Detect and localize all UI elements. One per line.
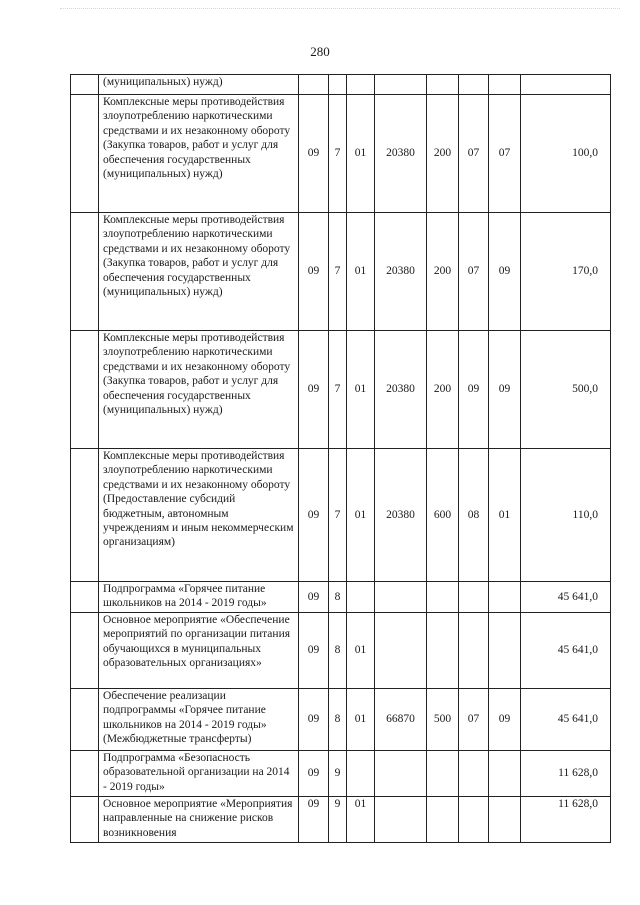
row-name: Комплексные меры противодействия злоупотреблению наркотическими средствами и их незаконному обороту (Закупка товаров, работ и услуг для обеспечения государственных (муниципальных) нужд)	[99, 331, 299, 449]
blank-cell	[71, 751, 99, 797]
code-cell	[299, 75, 329, 95]
code-cell: 01	[347, 797, 375, 843]
code-cell	[375, 582, 427, 613]
code-cell	[427, 751, 459, 797]
code-cell: 09	[299, 797, 329, 843]
code-cell: 09	[299, 449, 329, 582]
code-cell: 9	[329, 751, 347, 797]
code-cell: 200	[427, 95, 459, 213]
code-cell: 09	[299, 613, 329, 689]
blank-cell	[71, 449, 99, 582]
code-cell: 09	[489, 331, 521, 449]
table-row	[71, 75, 611, 95]
code-cell: 09	[299, 751, 329, 797]
code-cell: 09	[299, 689, 329, 751]
table-row	[71, 797, 611, 843]
code-cell	[375, 751, 427, 797]
code-cell: 7	[329, 213, 347, 331]
code-cell: 20380	[375, 449, 427, 582]
code-cell	[427, 75, 459, 95]
code-cell: 07	[489, 95, 521, 213]
amount-cell: 45 641,0	[521, 582, 611, 613]
code-cell: 8	[329, 689, 347, 751]
amount-cell	[521, 75, 611, 95]
code-cell	[347, 75, 375, 95]
table-row	[71, 613, 611, 689]
code-cell: 66870	[375, 689, 427, 751]
code-cell	[489, 751, 521, 797]
row-name: Обеспечение реализации подпрограммы «Горячее питание школьников на 2014 - 2019 годы» (Межбюджетные трансферты)	[99, 689, 299, 751]
blank-cell	[71, 331, 99, 449]
code-cell: 7	[329, 331, 347, 449]
code-cell	[489, 797, 521, 843]
table-row	[71, 689, 611, 751]
row-name: Подпрограмма «Горячее питание школьников на 2014 - 2019 годы»	[99, 582, 299, 613]
code-cell: 01	[347, 449, 375, 582]
code-cell	[427, 582, 459, 613]
code-cell	[347, 751, 375, 797]
amount-cell: 45 641,0	[521, 689, 611, 751]
code-cell: 200	[427, 331, 459, 449]
budget-table	[70, 74, 611, 843]
amount-cell: 110,0	[521, 449, 611, 582]
row-name: Комплексные меры противодействия злоупотреблению наркотическими средствами и их незаконному обороту (Закупка товаров, работ и услуг для обеспечения государственных (муниципальных) нужд)	[99, 213, 299, 331]
code-cell: 07	[459, 213, 489, 331]
amount-cell: 45 641,0	[521, 613, 611, 689]
code-cell: 09	[299, 582, 329, 613]
blank-cell	[71, 95, 99, 213]
table-row	[71, 213, 611, 331]
code-cell: 20380	[375, 95, 427, 213]
code-cell: 9	[329, 797, 347, 843]
code-cell	[459, 75, 489, 95]
code-cell: 200	[427, 213, 459, 331]
code-cell: 01	[347, 213, 375, 331]
blank-cell	[71, 689, 99, 751]
code-cell: 08	[459, 449, 489, 582]
code-cell	[459, 797, 489, 843]
code-cell: 07	[459, 95, 489, 213]
row-name: Основное мероприятие «Мероприятия направленные на снижение рисков возникновения	[99, 797, 299, 843]
code-cell	[375, 75, 427, 95]
code-cell: 7	[329, 95, 347, 213]
table-row	[71, 331, 611, 449]
code-cell	[459, 582, 489, 613]
code-cell	[489, 582, 521, 613]
code-cell	[375, 797, 427, 843]
table-row	[71, 449, 611, 582]
code-cell: 09	[459, 331, 489, 449]
code-cell: 01	[347, 95, 375, 213]
code-cell: 600	[427, 449, 459, 582]
row-name: Основное мероприятие «Обеспечение мероприятий по организации питания обучающихся в муниципальных образовательных организациях»	[99, 613, 299, 689]
code-cell: 8	[329, 582, 347, 613]
code-cell: 07	[459, 689, 489, 751]
row-name: (муниципальных) нужд)	[99, 75, 299, 95]
code-cell	[347, 582, 375, 613]
page-number: 280	[310, 44, 330, 59]
code-cell: 09	[489, 213, 521, 331]
code-cell: 01	[347, 689, 375, 751]
blank-cell	[71, 213, 99, 331]
row-name: Комплексные меры противодействия злоупотреблению наркотическими средствами и их незаконному обороту (Закупка товаров, работ и услуг для обеспечения государственных (муниципальных) нужд)	[99, 95, 299, 213]
scan-artifact-line	[60, 8, 620, 15]
amount-cell: 100,0	[521, 95, 611, 213]
blank-cell	[71, 582, 99, 613]
table-body	[71, 75, 611, 843]
blank-cell	[71, 75, 99, 95]
row-name: Подпрограмма «Безопасность образовательной организации на 2014 - 2019 годы»	[99, 751, 299, 797]
code-cell: 01	[489, 449, 521, 582]
code-cell: 8	[329, 613, 347, 689]
code-cell: 09	[299, 331, 329, 449]
code-cell	[489, 75, 521, 95]
code-cell	[329, 75, 347, 95]
row-name: Комплексные меры противодействия злоупотреблению наркотическими средствами и их незаконному обороту (Предоставление субсидий бюджетным, автономным учреждениям и иным некоммерческим организациям)	[99, 449, 299, 582]
amount-cell: 11 628,0	[521, 797, 611, 843]
code-cell: 09	[299, 213, 329, 331]
table-row	[71, 95, 611, 213]
amount-cell: 500,0	[521, 331, 611, 449]
code-cell: 20380	[375, 213, 427, 331]
code-cell: 20380	[375, 331, 427, 449]
code-cell: 09	[489, 689, 521, 751]
amount-cell: 170,0	[521, 213, 611, 331]
code-cell	[375, 613, 427, 689]
code-cell	[459, 751, 489, 797]
blank-cell	[71, 797, 99, 843]
blank-cell	[71, 613, 99, 689]
table-row	[71, 582, 611, 613]
code-cell: 01	[347, 331, 375, 449]
code-cell: 09	[299, 95, 329, 213]
amount-cell: 11 628,0	[521, 751, 611, 797]
code-cell	[489, 613, 521, 689]
table-row	[71, 751, 611, 797]
code-cell	[459, 613, 489, 689]
code-cell: 01	[347, 613, 375, 689]
code-cell: 500	[427, 689, 459, 751]
code-cell: 7	[329, 449, 347, 582]
code-cell	[427, 613, 459, 689]
code-cell	[427, 797, 459, 843]
